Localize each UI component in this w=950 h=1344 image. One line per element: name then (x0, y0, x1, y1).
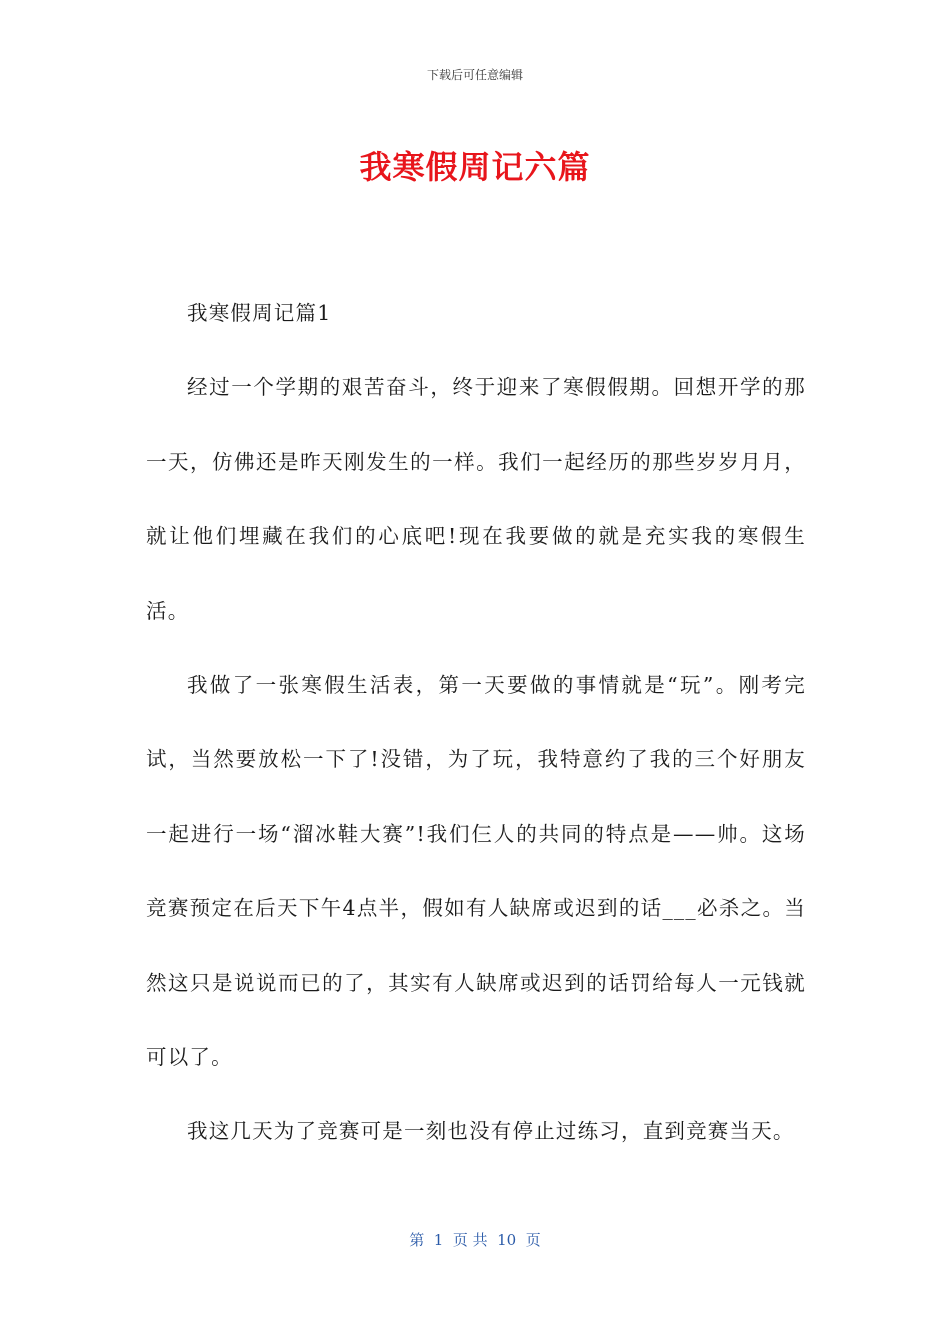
document-title: 我寒假周记六篇 (359, 148, 591, 186)
page-number: 第 1 页 共 10 页 (409, 1231, 541, 1249)
page-header-note: 下载后可任意编辑 (426, 68, 523, 82)
section-heading: 我寒假周记篇1 (187, 301, 332, 325)
document-body (146, 276, 806, 1169)
paragraph: 经过一个学期的艰苦奋斗，终于迎来了寒假假期。回想开学的那一天，仿佛还是昨天刚发生的一样。我们一起经历的那些岁岁月月，就让他们埋藏在我们的心底吧!现在我要做的就是充实我的寒假生活。 (146, 375, 806, 623)
paragraph: 我做了一张寒假生活表，第一天要做的事情就是“玩”。刚考完试，当然要放松一下了!没错，为了玩，我特意约了我的三个好朋友一起进行一场“溜冰鞋大赛”!我们仨人的共同的特点是——帅。这场竞赛预定在后天下午4点半，假如有人缺席或迟到的话___必杀之。当然这只是说说而已的了，其实有人缺席或迟到的话罚给每人一元钱就可以了。 (146, 673, 806, 1070)
paragraph: 我这几天为了竞赛可是一刻也没有停止过练习，直到竞赛当天。 (187, 1119, 795, 1144)
